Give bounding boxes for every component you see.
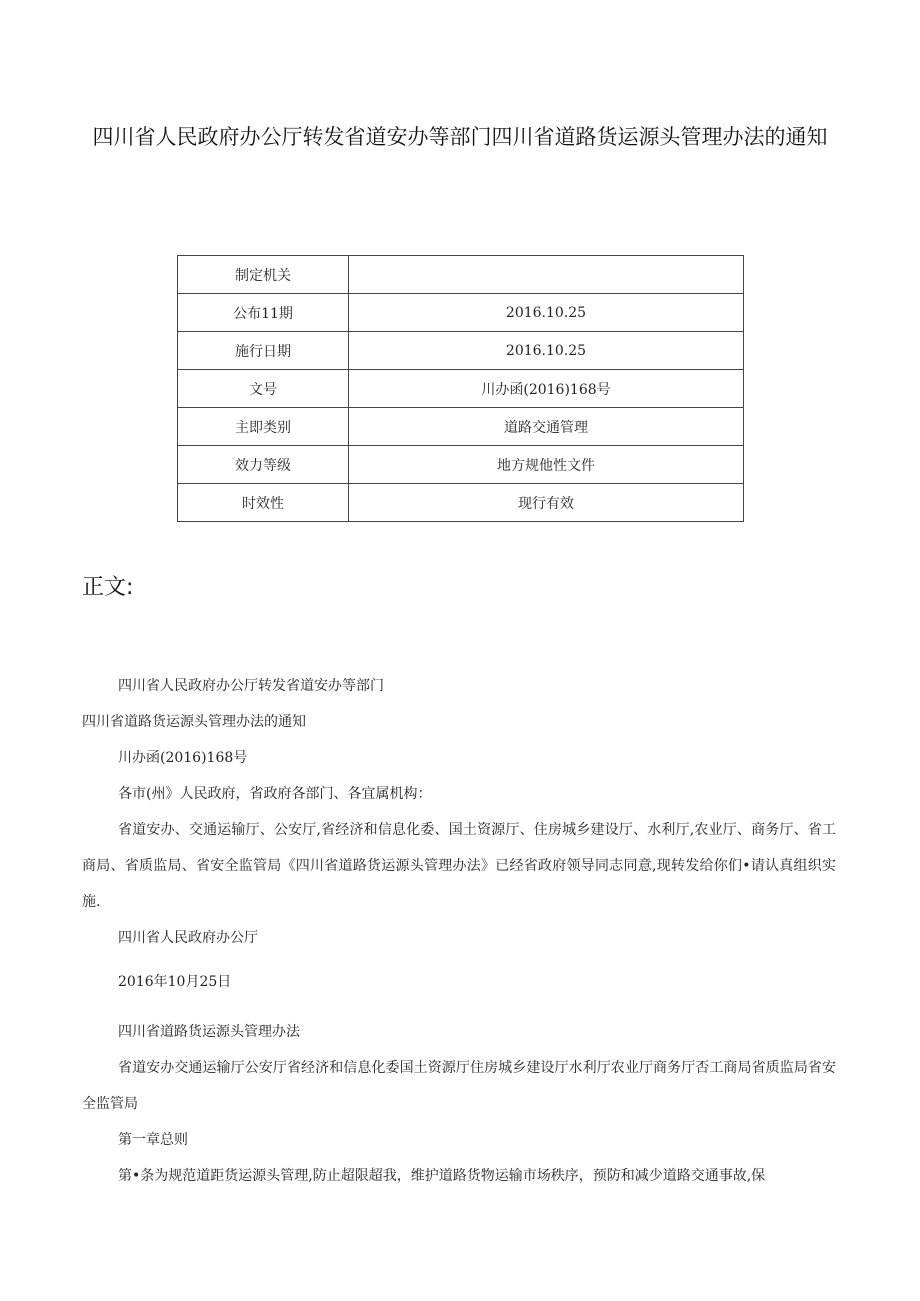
document-title: 四川省人民政府办公厅转发省道安办等部门四川省道路货运源头管理办法的通知 [92,125,828,149]
paragraph: 2016年10月25日 [118,974,232,990]
meta-value: 2016.10.25 [349,294,744,332]
meta-value: 2016.10.25 [349,332,744,370]
paragraph: 第•条为规范道距货运源头管理,防止超限超我，维护道路货物运输市场秩序，预防和减少道路交通事故,保 [118,1168,766,1184]
metadata-table [177,255,744,522]
document-body [82,668,836,1194]
table-row [178,294,744,332]
meta-value [349,256,744,294]
section-heading: 正文: [82,575,134,600]
meta-value: 道路交通管理 [349,408,744,446]
table-row [178,256,744,294]
meta-key: 主即类别 [178,408,349,446]
paragraph: 川办函(2016)168号 [118,750,248,766]
table-row [178,446,744,484]
paragraph: 省道安办交通运输厅公安厅省经济和信息化委国土资源厅住房城乡建设厅水利厅农业厅商务厅否工商局省质监局省安全监管局 [82,1060,836,1112]
paragraph: 第一章总则 [118,1132,188,1148]
meta-key: 效力等级 [178,446,349,484]
table-row [178,484,744,522]
meta-key: 公布11期 [178,294,349,332]
paragraph: 四川省人民政府办公厅 [118,930,258,946]
paragraph: 四川省人民政府办公厅转发省道安办等部门 [118,678,384,694]
paragraph: 各市(州》人民政府，省政府各部门、各宜属机构： [118,786,432,802]
meta-key: 时效性 [178,484,349,522]
meta-key: 施行日期 [178,332,349,370]
meta-key: 文号 [178,370,349,408]
table-row [178,408,744,446]
table-row [178,332,744,370]
paragraph: 四川省道路货运源头管理办法 [118,1024,300,1040]
paragraph: 省道安办、交通运输厅、公安厅,省经济和信息化委、国土资源厅、住房城乡建设厅、水利厅,农业厅、商务厅、省工商局、省质监局、省安全监管局《四川省道路货运源头管理办法》已经省政府领导同志同意,现转发给你们•请认真组织实施. [82,822,836,910]
meta-value: 现行有效 [349,484,744,522]
table-row [178,370,744,408]
paragraph: 四川省道路货运源头管理办法的通知 [82,714,306,730]
meta-key: 制定机关 [178,256,349,294]
meta-value: 地方规他性文件 [349,446,744,484]
meta-value: 川办函(2016)168号 [349,370,744,408]
